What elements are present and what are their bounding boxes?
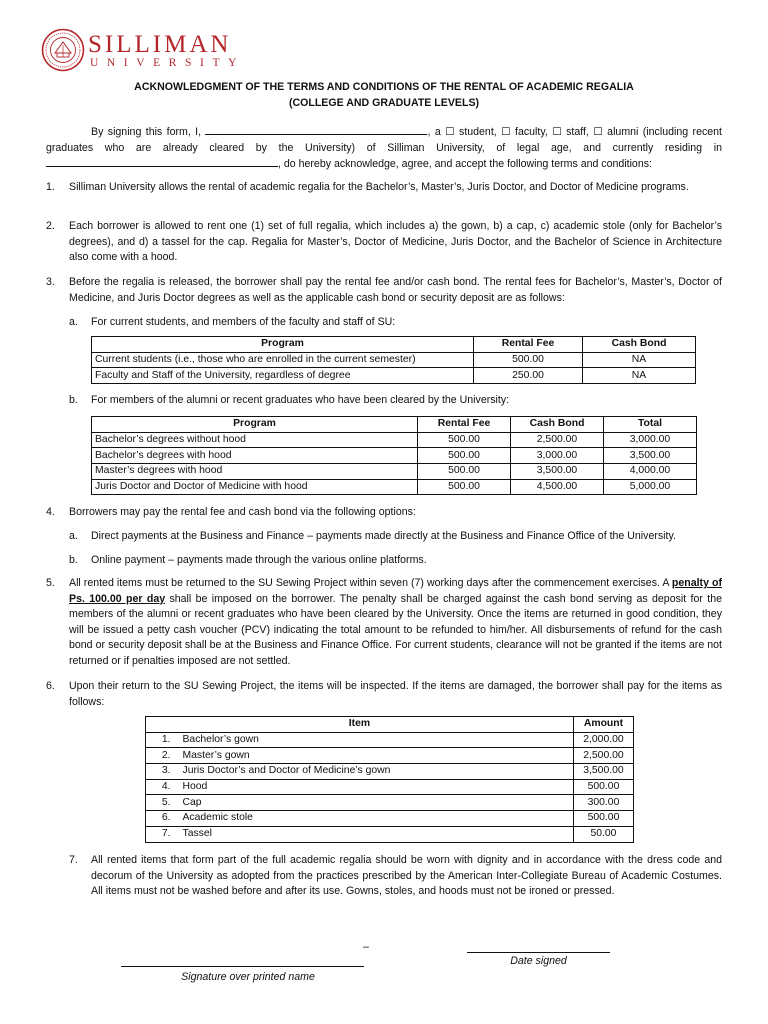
sub-item-text: Direct payments at the Business and Finance – payments made directly at the Business and Finance Office of the University. bbox=[91, 530, 676, 542]
sub-item-letter: b. bbox=[69, 394, 78, 406]
table-cell: Tassel bbox=[175, 826, 574, 842]
term-item-5 bbox=[46, 576, 722, 669]
term-item-3b bbox=[69, 393, 722, 409]
table-header-cell: Cash Bond bbox=[583, 337, 696, 353]
table-row bbox=[146, 764, 634, 780]
table-cell: 4,500.00 bbox=[511, 479, 604, 495]
title-line-2: (COLLEGE AND GRADUATE LEVELS) bbox=[288, 97, 480, 109]
item-number: 2. bbox=[46, 220, 55, 232]
date-signed-label: Date signed bbox=[510, 955, 567, 967]
table-row bbox=[92, 448, 697, 464]
logo-wordmark: SILLIMAN bbox=[88, 31, 232, 58]
table-header-row bbox=[146, 717, 634, 733]
item-number: 6. bbox=[46, 680, 55, 692]
table-cell: 1. bbox=[146, 732, 175, 748]
term-item-6 bbox=[46, 679, 722, 710]
table-header-cell: Program bbox=[92, 417, 418, 433]
table-header-row bbox=[92, 337, 696, 353]
item-text: All rented items that form part of the full academic regalia should be worn with dignity and in accordance with the dress code and decorum of the University as adopted from the practices prescribed by the American Inter-Collegiate Bureau of Academic Costumes. All items must not be washed before and after its use. Gowns, stoles, and hoods must not be ironed or pressed. bbox=[91, 854, 722, 897]
university-logo bbox=[41, 28, 245, 72]
table-cell: Current students (i.e., those who are enrolled in the current semester) bbox=[92, 352, 474, 368]
item-number: 7. bbox=[69, 854, 78, 866]
table-header-cell: Rental Fee bbox=[474, 337, 583, 353]
table-cell: NA bbox=[583, 352, 696, 368]
term-item-7 bbox=[69, 853, 722, 900]
table-cell: NA bbox=[583, 368, 696, 384]
table-cell: Hood bbox=[175, 779, 574, 795]
sub-item-letter: a. bbox=[69, 316, 78, 328]
table-row bbox=[92, 479, 697, 495]
table-row bbox=[146, 748, 634, 764]
table-header-cell: Program bbox=[92, 337, 474, 353]
table-cell: Cap bbox=[175, 795, 574, 811]
table-cell: 5. bbox=[146, 795, 175, 811]
item-text: Upon their return to the SU Sewing Project, the items will be inspected. If the items are damaged, the borrower shall pay for the items as follows: bbox=[69, 680, 722, 708]
term-item-3a bbox=[69, 315, 722, 331]
table-cell: Master’s gown bbox=[175, 748, 574, 764]
table-cell: 3,000.00 bbox=[604, 432, 697, 448]
item-number: 1. bbox=[46, 181, 55, 193]
university-seal-icon bbox=[41, 28, 85, 72]
sub-item-text: For current students, and members of the faculty and staff of SU: bbox=[91, 316, 396, 328]
penalty-text: penalty of Ps. 100.00 per day bbox=[69, 577, 723, 605]
table-cell: 3,500.00 bbox=[604, 448, 697, 464]
intro-text-3: , do hereby acknowledge, agree, and accept the following terms and conditions: bbox=[278, 158, 652, 170]
table-row bbox=[92, 368, 696, 384]
sub-item-text: Online payment – payments made through the various online platforms. bbox=[91, 554, 427, 566]
table-cell: 500.00 bbox=[573, 811, 633, 827]
table-cell: Bachelor’s degrees with hood bbox=[92, 448, 418, 464]
table-row bbox=[92, 352, 696, 368]
table-row bbox=[92, 464, 697, 480]
table-header-cell: Cash Bond bbox=[511, 417, 604, 433]
table-cell: 50.00 bbox=[573, 826, 633, 842]
title-line-1: ACKNOWLEDGMENT OF THE TERMS AND CONDITIONS OF THE RENTAL OF ACADEMIC REGALIA bbox=[134, 81, 634, 93]
table-cell: 3. bbox=[146, 764, 175, 780]
term-item-4b bbox=[69, 553, 722, 569]
signature-line[interactable] bbox=[121, 966, 364, 967]
table-row bbox=[146, 826, 634, 842]
table-cell: 500.00 bbox=[418, 432, 511, 448]
table-header-cell: Rental Fee bbox=[418, 417, 511, 433]
table-cell: 500.00 bbox=[418, 479, 511, 495]
item-text-part: shall be imposed on the borrower. The penalty shall be charged against the cash bond serving as deposit for the members of the alumni or recent graduates who have been cleared by the University. Once the items are returned in good condition, they will be issued a petty cash voucher (PCV) indicating the total amount to be refunded to him/her. All disbursements of refund for the cash bond or security deposit shall be at the Business and Finance Office. For current students, clearance will not be granted if the items are not returned or if penalties imposed are not settled. bbox=[69, 592, 722, 667]
item-text: Silliman University allows the rental of academic regalia for the Bachelor’s, Master’s, Juris Doctor, and Doctor of Medicine programs. bbox=[69, 181, 689, 193]
table-row bbox=[146, 779, 634, 795]
table-cell: 5,000.00 bbox=[604, 479, 697, 495]
table-cell: 500.00 bbox=[418, 448, 511, 464]
table-cell: 500.00 bbox=[418, 464, 511, 480]
table-row bbox=[146, 811, 634, 827]
table-cell: 3,500.00 bbox=[511, 464, 604, 480]
item-text: Borrowers may pay the rental fee and cash bond via the following options: bbox=[69, 506, 416, 518]
item-text: Before the regalia is released, the borrower shall pay the rental fee and/or cash bond. The rental fees for Bachelor’s, Master’s, Doctor of Medicine, and Juris Doctor degrees as well as the applicable cash bond or security deposit are as follows: bbox=[69, 276, 722, 304]
term-item-4a bbox=[69, 529, 722, 545]
table-cell: 4,000.00 bbox=[604, 464, 697, 480]
table-cell: 250.00 bbox=[474, 368, 583, 384]
table-row bbox=[92, 432, 697, 448]
sub-item-letter: b. bbox=[69, 554, 78, 566]
item-text bbox=[69, 576, 722, 669]
table-cell: Faculty and Staff of the University, regardless of degree bbox=[92, 368, 474, 384]
table-cell: 3,000.00 bbox=[511, 448, 604, 464]
logo-subtitle: UNIVERSITY bbox=[90, 57, 245, 69]
term-item-4 bbox=[46, 505, 722, 521]
table-row bbox=[146, 795, 634, 811]
table-row bbox=[146, 732, 634, 748]
table-cell: Bachelor’s gown bbox=[175, 732, 574, 748]
table-header-cell: Item bbox=[146, 717, 574, 733]
table-cell: 3,500.00 bbox=[573, 764, 633, 780]
intro-text-2: , a ☐ student, ☐ faculty, ☐ staff, ☐ alumni (including recent graduates who are already cleared by the University) of Silliman University, of legal age, and currently residing in bbox=[46, 126, 722, 154]
sub-item-letter: a. bbox=[69, 530, 78, 542]
date-signed-line[interactable] bbox=[467, 952, 610, 953]
table-cell: 2,500.00 bbox=[511, 432, 604, 448]
damage-fees-table bbox=[145, 716, 634, 843]
item-number: 4. bbox=[46, 506, 55, 518]
table-header-cell: Amount bbox=[573, 717, 633, 733]
table-cell: Master’s degrees with hood bbox=[92, 464, 418, 480]
intro-text-1: By signing this form, I, bbox=[91, 126, 202, 138]
table-cell: Juris Doctor and Doctor of Medicine with hood bbox=[92, 479, 418, 495]
item-number: 5. bbox=[46, 577, 55, 589]
item-text-part: All rented items must be returned to the SU Sewing Project within seven (7) working days after the commencement exercises. A bbox=[69, 577, 669, 589]
table-cell: Bachelor’s degrees without hood bbox=[92, 432, 418, 448]
table-cell: 2,000.00 bbox=[573, 732, 633, 748]
item-text: Each borrower is allowed to rent one (1) set of full regalia, which includes a) the gown, b) a cap, c) academic stole (only for Bachelor’s degrees), and d) a tassel for the cap. Regalia for Master’s, Doctor of Medicine, Juris Doctor, and the Bachelor of Science in Architecture also come with a hood. bbox=[69, 220, 722, 263]
table-cell: 4. bbox=[146, 779, 175, 795]
table-cell: 300.00 bbox=[573, 795, 633, 811]
residence-blank-field[interactable] bbox=[46, 156, 278, 167]
item-number: 3. bbox=[46, 276, 55, 288]
document-title bbox=[46, 79, 722, 111]
table-cell: 7. bbox=[146, 826, 175, 842]
table-header-cell: Total bbox=[604, 417, 697, 433]
table-cell: 2,500.00 bbox=[573, 748, 633, 764]
name-blank-field[interactable] bbox=[205, 124, 427, 135]
signature-label: Signature over printed name bbox=[181, 971, 315, 983]
current-students-fee-table bbox=[91, 336, 696, 384]
term-item-1 bbox=[46, 180, 722, 196]
table-cell: Academic stole bbox=[175, 811, 574, 827]
table-cell: Juris Doctor’s and Doctor of Medicine’s gown bbox=[175, 764, 574, 780]
signature-dash: – bbox=[363, 941, 369, 953]
table-cell: 500.00 bbox=[474, 352, 583, 368]
table-cell: 2. bbox=[146, 748, 175, 764]
table-header-row bbox=[92, 417, 697, 433]
sub-item-text: For members of the alumni or recent graduates who have been cleared by the University: bbox=[91, 394, 510, 406]
table-cell: 6. bbox=[146, 811, 175, 827]
intro-paragraph bbox=[46, 124, 722, 173]
alumni-fee-table bbox=[91, 416, 697, 495]
table-cell: 500.00 bbox=[573, 779, 633, 795]
term-item-3 bbox=[46, 275, 722, 306]
term-item-2 bbox=[46, 219, 722, 266]
